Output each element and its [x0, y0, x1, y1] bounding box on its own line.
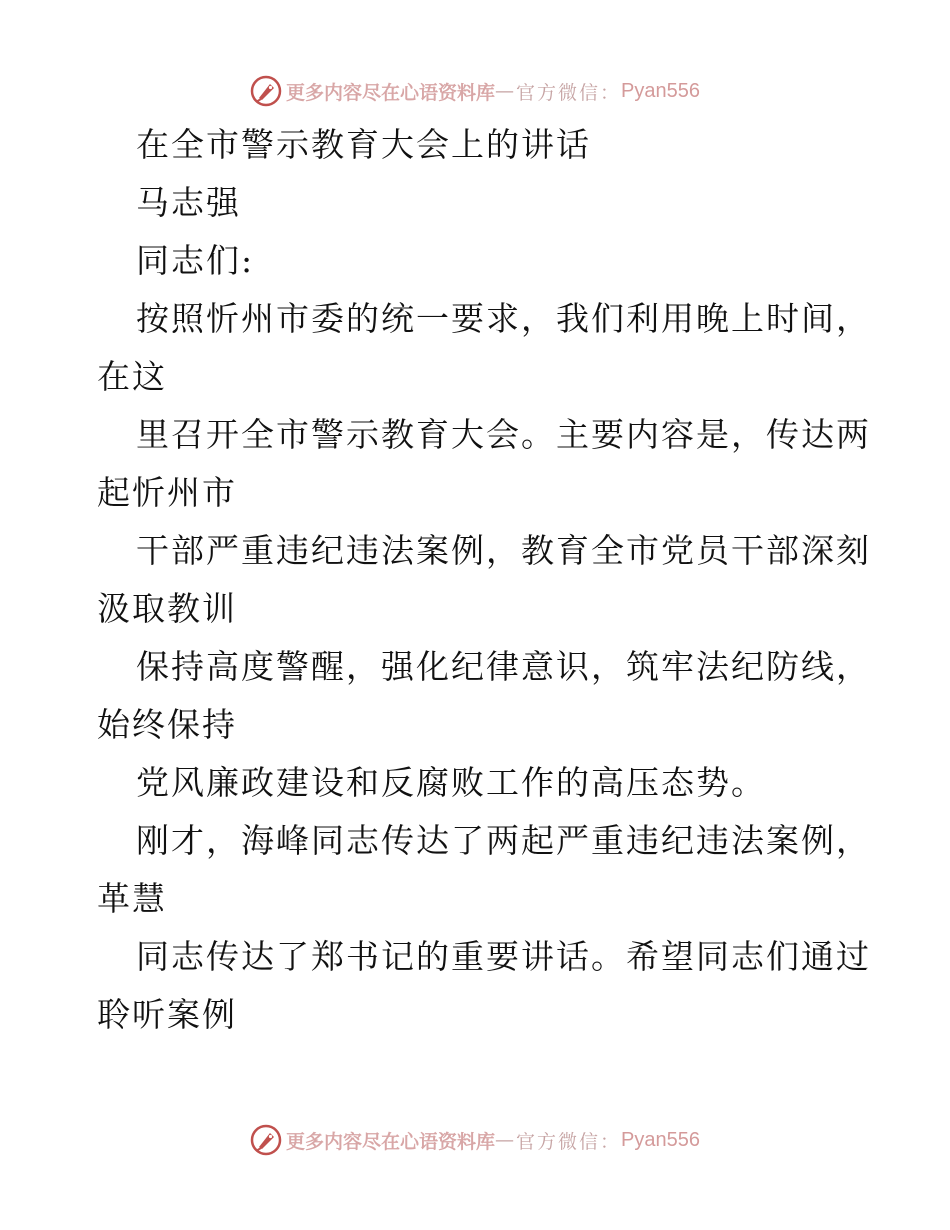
watermark-text: 更多内容尽在心语资料库 [286, 1130, 496, 1153]
pen-nib-logo-icon [250, 1124, 282, 1156]
paragraph-line: 汲取教训 [97, 589, 237, 628]
paragraph-line: 始终保持 [97, 705, 237, 744]
paragraph-line: 同志传达了郑书记的重要讲话。希望同志们通过 [136, 937, 871, 976]
salutation: 同志们: [136, 241, 255, 280]
paragraph-line: 里召开全市警示教育大会。主要内容是，传达两 [136, 415, 871, 454]
header-watermark [0, 71, 950, 111]
paragraph-line: 党风廉政建设和反腐败工作的高压态势。 [136, 763, 766, 802]
paragraph-line: 聆听案例 [97, 995, 237, 1034]
watermark-wechat-id: Pyan556 [621, 79, 700, 102]
watermark-wechat-id: Pyan556 [621, 1128, 700, 1151]
paragraph-line: 按照忻州市委的统一要求，我们利用晚上时间， [136, 299, 871, 338]
watermark-dash: — [495, 1129, 517, 1151]
document-author: 马志强 [136, 183, 241, 222]
paragraph-line: 革慧 [97, 879, 167, 918]
watermark-wechat-label: 官方微信： [516, 81, 622, 104]
paragraph-line: 干部严重违纪违法案例，教育全市党员干部深刻 [136, 531, 871, 570]
watermark-wechat-label: 官方微信： [516, 1130, 622, 1153]
pen-nib-logo-icon [250, 75, 282, 107]
paragraph-line: 刚才，海峰同志传达了两起严重违纪违法案例， [136, 821, 871, 860]
document-title: 在全市警示教育大会上的讲话 [136, 125, 591, 164]
paragraph-line: 在这 [97, 357, 167, 396]
watermark-dash: — [495, 80, 517, 102]
paragraph-line: 保持高度警醒，强化纪律意识，筑牢法纪防线， [136, 647, 871, 686]
paragraph-line: 起忻州市 [97, 473, 237, 512]
footer-watermark [0, 1120, 950, 1160]
watermark-text: 更多内容尽在心语资料库 [286, 81, 496, 104]
